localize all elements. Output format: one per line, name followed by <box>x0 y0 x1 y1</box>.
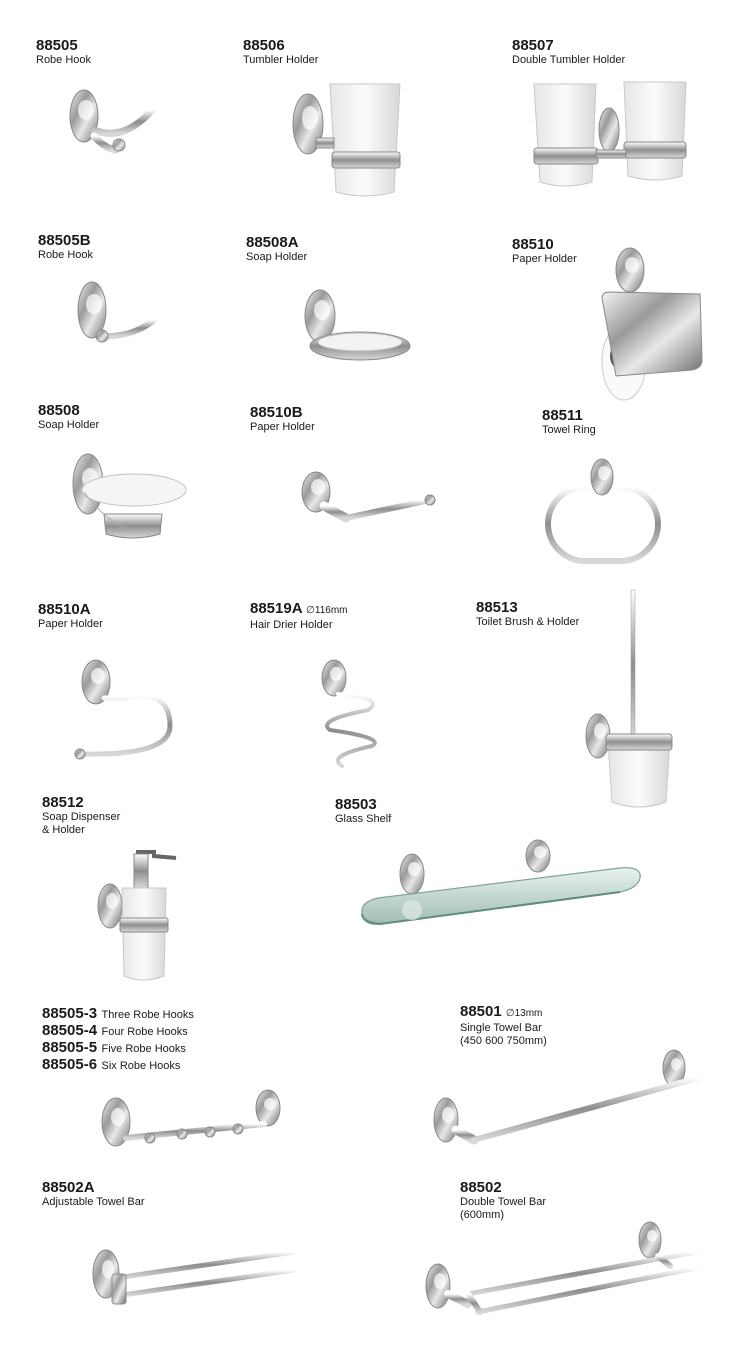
product-name: Paper Holder <box>38 618 103 630</box>
product-88505-multi <box>42 1006 194 1074</box>
product-88510b <box>250 405 315 434</box>
double-towel-bar-image <box>424 1222 706 1326</box>
product-name: Soap Holder <box>38 419 100 431</box>
product-name: Double Tumbler Holder <box>512 54 626 66</box>
product-code: 88508 <box>38 402 80 419</box>
product-name-line2: & Holder <box>42 824 85 836</box>
product-name: Hair Drier Holder <box>250 619 333 631</box>
paper-holder-a-image <box>72 658 176 766</box>
variant-row <box>42 1057 194 1074</box>
product-code: 88508A <box>246 234 299 251</box>
soap-holder-image <box>68 450 190 542</box>
product-88502 <box>460 1180 546 1222</box>
product-88510a <box>38 602 103 631</box>
product-88508a <box>246 235 307 264</box>
product-name: Adjustable Towel Bar <box>42 1196 145 1208</box>
variant-row <box>42 1040 194 1057</box>
product-code: 88506 <box>243 37 285 54</box>
variant-code: 88505-6 <box>42 1056 98 1073</box>
product-note: (600mm) <box>460 1209 505 1221</box>
product-name: Paper Holder <box>250 421 315 433</box>
product-code: 88502A <box>42 1179 95 1196</box>
product-code: 88510B <box>250 404 303 421</box>
product-code: 88510 <box>512 236 554 253</box>
product-name: Soap Holder <box>246 251 308 263</box>
multi-robe-hooks-image <box>98 1090 288 1152</box>
product-code: 88510A <box>38 601 91 618</box>
product-88513 <box>476 600 579 629</box>
product-88508 <box>38 403 99 432</box>
product-88507 <box>512 38 625 67</box>
variant-name: Four Robe Hooks <box>101 1026 188 1038</box>
product-88503 <box>335 797 391 826</box>
product-code: 88505B <box>38 232 91 249</box>
adjustable-towel-bar-image <box>90 1244 302 1310</box>
variant-name: Five Robe Hooks <box>101 1043 186 1055</box>
paper-holder-b-image <box>298 470 438 530</box>
product-code: 88519A <box>250 600 302 617</box>
product-code: 88507 <box>512 37 554 54</box>
product-88511 <box>542 408 596 437</box>
product-88519a <box>250 601 348 632</box>
product-code: 88512 <box>42 794 84 811</box>
variant-code: 88505-5 <box>42 1039 98 1056</box>
product-size: ∅13mm <box>505 1008 543 1019</box>
product-code: 88505 <box>36 37 78 54</box>
soap-dispenser-image <box>96 850 176 986</box>
product-name: Double Towel Bar <box>460 1196 547 1208</box>
product-name: Robe Hook <box>38 249 94 261</box>
product-code: 88511 <box>542 407 583 424</box>
product-88512 <box>42 795 120 837</box>
glass-shelf-image <box>358 840 644 932</box>
variant-row <box>42 1023 194 1040</box>
towel-ring-image <box>542 455 666 567</box>
product-88501 <box>460 1004 547 1048</box>
product-name: Paper Holder <box>512 253 577 265</box>
product-code: 88501 <box>460 1003 502 1020</box>
product-note: (450 600 750mm) <box>460 1035 547 1047</box>
product-name: Toilet Brush & Holder <box>476 616 580 628</box>
variant-code: 88505-3 <box>42 1005 98 1022</box>
product-name: Towel Ring <box>542 424 596 436</box>
variant-code: 88505-4 <box>42 1022 98 1039</box>
product-name: Tumbler Holder <box>243 54 319 66</box>
product-code: 88513 <box>476 599 518 616</box>
product-code: 88503 <box>335 796 377 813</box>
hair-drier-holder-image <box>316 658 390 774</box>
product-88510 <box>512 237 577 266</box>
variant-row <box>42 1006 194 1023</box>
variant-name: Six Robe Hooks <box>101 1060 181 1072</box>
product-name: Single Towel Bar <box>460 1022 542 1034</box>
product-88506 <box>243 38 318 67</box>
product-88505 <box>36 38 91 67</box>
product-size: ∅116mm <box>306 605 348 616</box>
variant-name: Three Robe Hooks <box>101 1009 194 1021</box>
product-88502a <box>42 1180 145 1209</box>
product-88505b <box>38 233 93 262</box>
double-tumbler-holder-image <box>532 80 692 190</box>
toilet-brush-holder-image <box>584 590 676 816</box>
tumbler-holder-image <box>290 80 405 200</box>
single-towel-bar-image <box>430 1048 706 1152</box>
product-name: Glass Shelf <box>335 813 392 825</box>
product-code: 88502 <box>460 1179 502 1196</box>
robe-hook-image <box>64 80 156 160</box>
soap-holder-a-image <box>300 288 412 364</box>
paper-holder-image <box>588 248 708 400</box>
robe-hook-b-image <box>72 278 160 348</box>
product-name: Robe Hook <box>36 54 92 66</box>
product-name-line1: Soap Dispenser <box>42 811 121 823</box>
